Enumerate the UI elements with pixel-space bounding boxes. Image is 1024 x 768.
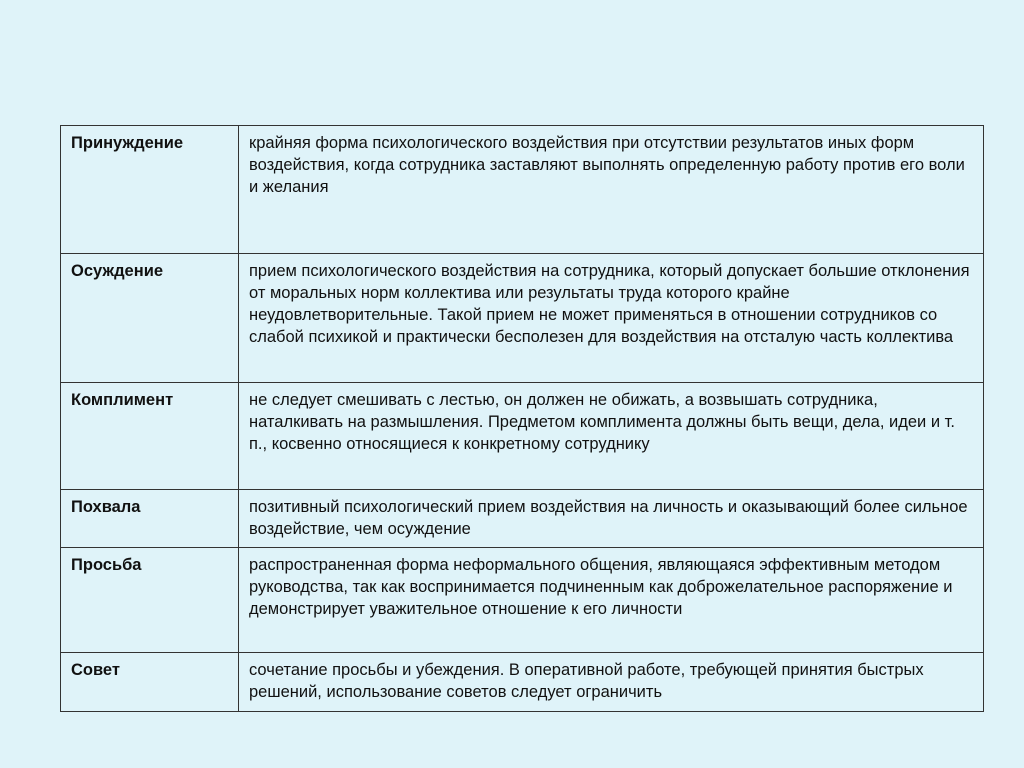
table-row (61, 653, 984, 712)
definitions-table (60, 125, 984, 712)
table-row (61, 126, 984, 254)
term-cell: Принуждение (61, 126, 239, 254)
term-cell: Осуждение (61, 254, 239, 383)
definition-cell: распространенная форма неформального общения, являющаяся эффективным методом руководства, так как воспринимается подчиненным как доброжелательное распоряжение и демонстрирует уважительное отношение к его личности (239, 548, 984, 653)
definition-cell: позитивный психологический прием воздействия на личность и оказывающий более сильное воздействие, чем осуждение (239, 490, 984, 548)
definition-cell: крайняя форма психологического воздействия при отсутствии результатов иных форм воздействия, когда сотрудника заставляют выполнять определенную работу против его воли и желания (239, 126, 984, 254)
term-cell: Совет (61, 653, 239, 712)
table-row (61, 548, 984, 653)
definition-cell: прием психологического воздействия на сотрудника, который допускает большие отклонения от моральных норм коллектива или результаты труда которого крайне неудовлетворительные. Такой прием не может применяться в отношении сотрудников со слабой психикой и практически бесполезен для воздействия на отсталую часть коллектива (239, 254, 984, 383)
table-row (61, 383, 984, 490)
definition-cell: не следует смешивать с лестью, он должен не обижать, а возвышать сотрудника, наталкивать на размышления. Предметом комплимента должны быть вещи, дела, идеи и т. п., косвенно относящиеся к конкретному сотруднику (239, 383, 984, 490)
term-cell: Похвала (61, 490, 239, 548)
term-cell: Комплимент (61, 383, 239, 490)
definition-cell: сочетание просьбы и убеждения. В оперативной работе, требующей принятия быстрых решений, использование советов следует ограничить (239, 653, 984, 712)
table-row (61, 254, 984, 383)
term-cell: Просьба (61, 548, 239, 653)
table-row (61, 490, 984, 548)
